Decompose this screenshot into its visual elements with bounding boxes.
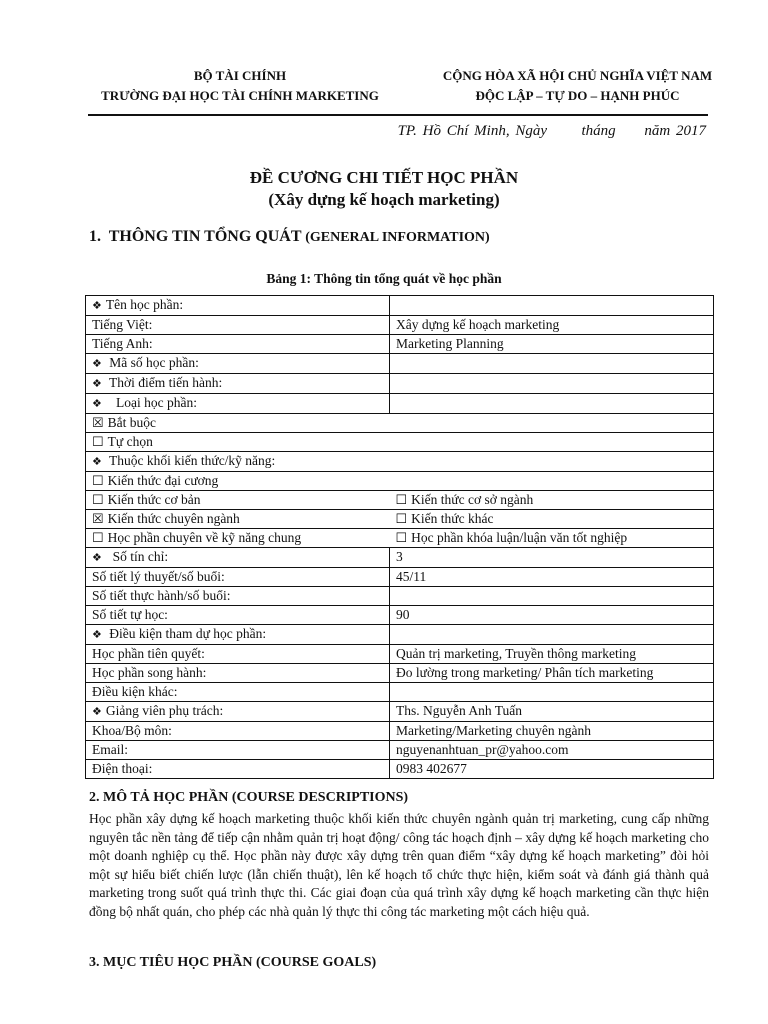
diamond-bullet-icon: ❖ (92, 378, 102, 390)
table-row (86, 472, 714, 491)
label-dieu-kien: Điều kiện tham dự học phần: (109, 626, 267, 641)
checkbox-checked-icon: ☒ (92, 415, 104, 430)
checkbox-unchecked-icon: ☐ (395, 530, 408, 545)
label-email: Email: (86, 741, 390, 760)
table-row (86, 664, 714, 683)
motto: ĐỘC LẬP – TỰ DO – HẠNH PHÚC (475, 88, 680, 103)
table-row (86, 394, 714, 414)
table-row (86, 374, 714, 394)
table-row (86, 316, 714, 335)
university-name: TRƯỜNG ĐẠI HỌC TÀI CHÍNH MARKETING (101, 88, 379, 103)
option-kt-co-so-nganh: Kiến thức cơ sở ngành (411, 492, 534, 507)
course-description-paragraph: Học phần xây dựng kế hoạch marketing thuộc khối kiến thức chuyên ngành quản trị marketing, cung cấp những nguyên tắc nền tảng để tiếp cận nhằm quản trị hoạt động/ công tác hoạch định – xây dựng kế hoạch marketing cho một doanh nghiệp cụ thể. Học phần này được xây dựng trên quan điểm “xây dựng kế hoạch marketing” đòi hỏi một sự hiểu biết chiến lược (lẫn chiến thuật), lên kế hoạch tổ chức thực hiện, kiểm soát và đánh giá thành quả marketing trong suốt quá trình thực thi. Các giai đoạn của quá trình xây dựng kế hoạch marketing cần thực hiện đồng bộ nhất quán, cho phép các nhà quản lý thực thi công tác marketing một cách hiệu quả. (89, 811, 709, 919)
table-row (86, 722, 714, 741)
ministry-name: BỘ TÀI CHÍNH (193, 68, 287, 83)
table-row (86, 625, 714, 645)
label-thuoc-khoi: Thuộc khối kiến thức/kỹ năng: (109, 453, 276, 468)
diamond-bullet-icon: ❖ (92, 552, 102, 564)
table-row (86, 606, 714, 625)
label-tien-quyet: Học phần tiên quyết: (86, 645, 390, 664)
table-row (86, 587, 714, 606)
table-row (86, 702, 714, 722)
option-kt-khac: Kiến thức khác (411, 511, 494, 526)
value-tu-hoc: 90 (390, 606, 714, 625)
document-title: ĐỀ CƯƠNG CHI TIẾT HỌC PHẦN (249, 168, 519, 187)
value-khoa: Marketing/Marketing chuyên ngành (390, 722, 714, 741)
label-ten-hoc-phan: Tên học phần: (105, 297, 184, 312)
option-kt-co-ban: Kiến thức cơ bản (107, 492, 201, 507)
table-caption: Bảng 1: Thông tin tổng quát về học phần (266, 271, 502, 286)
label-thuc-hanh: Số tiết thực hành/số buổi: (86, 587, 390, 606)
option-hp-ky-nang: Học phần chuyên về kỹ năng chung (107, 530, 302, 545)
table-row (86, 645, 714, 664)
table-row (86, 354, 714, 374)
section-3-heading: 3. MỤC TIÊU HỌC PHẦN (COURSE GOALS) (89, 955, 377, 970)
option-bat-buoc: Bắt buộc (107, 415, 157, 430)
label-khoa: Khoa/Bộ môn: (86, 722, 390, 741)
table-row (86, 335, 714, 354)
checkbox-unchecked-icon: ☐ (92, 492, 104, 507)
diamond-bullet-icon: ❖ (92, 706, 102, 718)
label-giang-vien: Giảng viên phụ trách: (105, 703, 224, 718)
header-divider (88, 114, 708, 116)
diamond-bullet-icon: ❖ (92, 300, 102, 312)
course-info-table (85, 295, 714, 779)
country-name: CỘNG HÒA XÃ HỘI CHỦ NGHĨA VIỆT NAM (442, 68, 713, 83)
checkbox-unchecked-icon: ☐ (92, 473, 104, 488)
option-tu-chon: Tự chọn (107, 434, 153, 449)
table-row (86, 548, 714, 568)
label-so-tin-chi: Số tín chỉ: (112, 549, 169, 564)
label-dien-thoai: Điện thoại: (86, 760, 390, 779)
document-subtitle: (Xây dựng kế hoạch marketing) (268, 190, 500, 209)
table-row (86, 414, 714, 433)
section-1-number: 1. (89, 228, 101, 245)
checkbox-unchecked-icon: ☐ (395, 492, 408, 507)
value-ly-thuyet: 45/11 (390, 568, 714, 587)
checkbox-unchecked-icon: ☐ (395, 511, 408, 526)
checkbox-checked-icon: ☒ (92, 511, 104, 526)
value-so-tin-chi: 3 (390, 548, 714, 568)
table-row (86, 529, 714, 548)
header-ministry (60, 66, 420, 106)
value-song-hanh: Đo lường trong marketing/ Phân tích marketing (390, 664, 714, 683)
header-national (410, 66, 745, 106)
value-email: nguyenanhtuan_pr@yahoo.com (390, 741, 714, 760)
table-row (86, 433, 714, 452)
label-loai: Loại học phần: (116, 395, 197, 410)
label-thoi-diem: Thời điểm tiến hành: (109, 375, 223, 390)
section-1-heading (89, 228, 490, 246)
value-tien-quyet: Quản trị marketing, Truyền thông marketing (390, 645, 714, 664)
option-hp-khoa-luan: Học phần khóa luận/luận văn tốt nghiệp (411, 530, 628, 545)
section-1-title: THÔNG TIN TỔNG QUÁT (108, 228, 302, 245)
table-row (86, 510, 714, 529)
checkbox-unchecked-icon: ☐ (92, 434, 104, 449)
section-2-heading: 2. MÔ TẢ HỌC PHẦN (COURSE DESCRIPTIONS) (89, 790, 409, 805)
table-row (86, 452, 714, 472)
table-row (86, 760, 714, 779)
diamond-bullet-icon: ❖ (92, 456, 102, 468)
section-1-title-en: (GENERAL INFORMATION) (305, 230, 490, 245)
label-tieng-anh: Tiếng Anh: (86, 335, 390, 354)
label-tieng-viet: Tiếng Việt: (86, 316, 390, 335)
option-kt-dai-cuong: Kiến thức đại cương (107, 473, 219, 488)
label-song-hanh: Học phần song hành: (86, 664, 390, 683)
value-tieng-viet: Xây dựng kế hoạch marketing (390, 316, 714, 335)
diamond-bullet-icon: ❖ (92, 398, 102, 410)
diamond-bullet-icon: ❖ (92, 358, 102, 370)
table-row (86, 683, 714, 702)
table-row (86, 491, 714, 510)
label-ly-thuyet: Số tiết lý thuyết/số buổi: (86, 568, 390, 587)
table-row (86, 568, 714, 587)
label-tu-hoc: Số tiết tự học: (86, 606, 390, 625)
label-ma-so: Mã số học phần: (109, 355, 199, 370)
option-kt-chuyen-nganh: Kiến thức chuyên ngành (107, 511, 240, 526)
value-tieng-anh: Marketing Planning (390, 335, 714, 354)
date-line: TP. Hồ Chí Minh, Ngày tháng năm 2017 (397, 123, 706, 139)
value-giang-vien: Ths. Nguyễn Anh Tuấn (390, 702, 714, 722)
diamond-bullet-icon: ❖ (92, 629, 102, 641)
table-row (86, 296, 714, 316)
table-row (86, 741, 714, 760)
checkbox-unchecked-icon: ☐ (92, 530, 104, 545)
value-dien-thoai: 0983 402677 (390, 760, 714, 779)
label-dk-khac: Điều kiện khác: (86, 683, 390, 702)
